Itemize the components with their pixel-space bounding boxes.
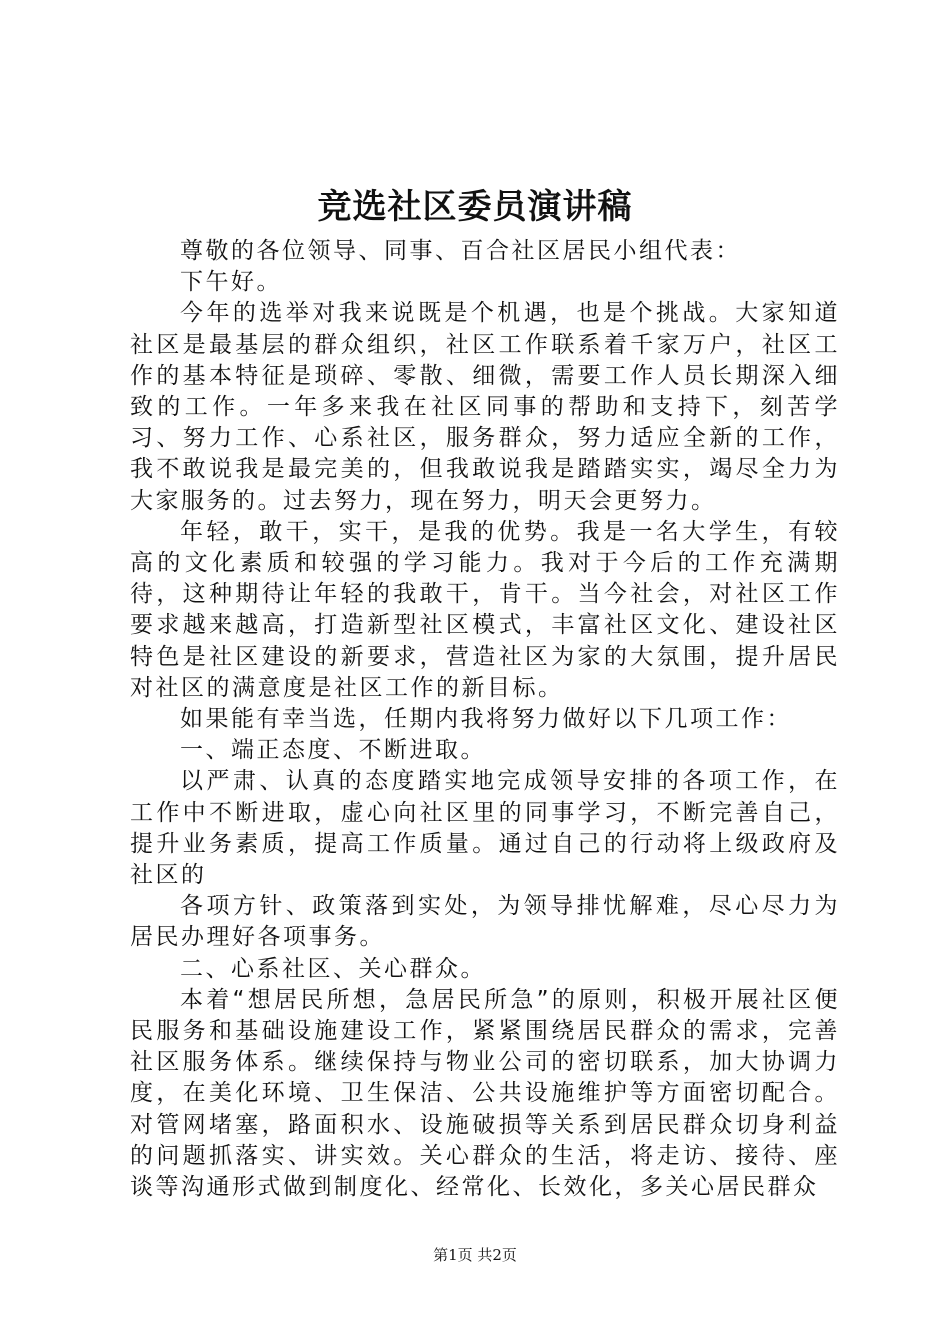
paragraph-item-one-body: 以严肃、认真的态度踏实地完成领导安排的各项工作，在工作中不断进取，虚心向社区里的同事学习，不断完善自己，提升业务素质，提高工作质量。通过自己的行动将上级政府及社区的: [130, 768, 840, 889]
paragraph-item-two-body: 本着“想居民所想，急居民所急”的原则，积极开展社区便民服务和基础设施建设工作，紧紧围绕居民群众的需求，完善社区服务体系。继续保持与物业公司的密切联系，加大协调力度，在美化环境、卫生保洁、公共设施维护等方面密切配合。对管网堵塞，路面积水、设施破损等关系到居民群众切身利益的问题抓落实、讲实效。关心群众的生活，将走访、接待、座谈等沟通形式做到制度化、经常化、长效化，多关心居民群众: [130, 986, 840, 1201]
paragraph-greeting: 下午好。: [180, 269, 282, 296]
paragraph-election-opportunity: 今年的选举对我来说既是个机遇，也是个挑战。大家知道社区是最基层的群众组织，社区工作联系着千家万户，社区工作的基本特征是琐碎、零散、细微，需要工作人员长期深入细致的工作。一年多来我在社区同事的帮助和支持下，刻苦学习、努力工作、心系社区，服务群众，努力适应全新的工作，我不敢说我是最完美的，但我敢说我是踏踏实实，竭尽全力为大家服务的。过去努力，现在努力，明天会更努力。: [130, 300, 840, 514]
paragraph-advantages: 年轻，敢干，实干，是我的优势。我是一名大学生，有较高的文化素质和较强的学习能力。我对于今后的工作充满期待，这种期待让年轻的我敢干，肯干。当今社会，对社区工作要求越来越高，打造新型社区模式，丰富社区文化、建设社区特色是社区建设的新要求，营造社区为家的大氛围，提升居民对社区的满意度是社区工作的新目标。: [130, 518, 840, 701]
paragraph-salutation: 尊敬的各位领导、同事、百合社区居民小组代表：: [180, 238, 741, 264]
page-number-footer: 第1页 共2页: [433, 1246, 517, 1264]
document-body: [130, 236, 840, 1203]
heading-item-one: 一、端正态度、不断进取。: [180, 737, 486, 764]
document-title: 竞选社区委员演讲稿: [317, 187, 633, 227]
heading-item-two: 二、心系社区、关心群众。: [180, 955, 486, 982]
paragraph-work-plan-intro: 如果能有幸当选，任期内我将努力做好以下几项工作：: [180, 706, 792, 733]
paragraph-item-one-continued: 各项方针、政策落到实处，为领导排忧解难，尽心尽力为居民办理好各项事务。: [130, 893, 840, 951]
